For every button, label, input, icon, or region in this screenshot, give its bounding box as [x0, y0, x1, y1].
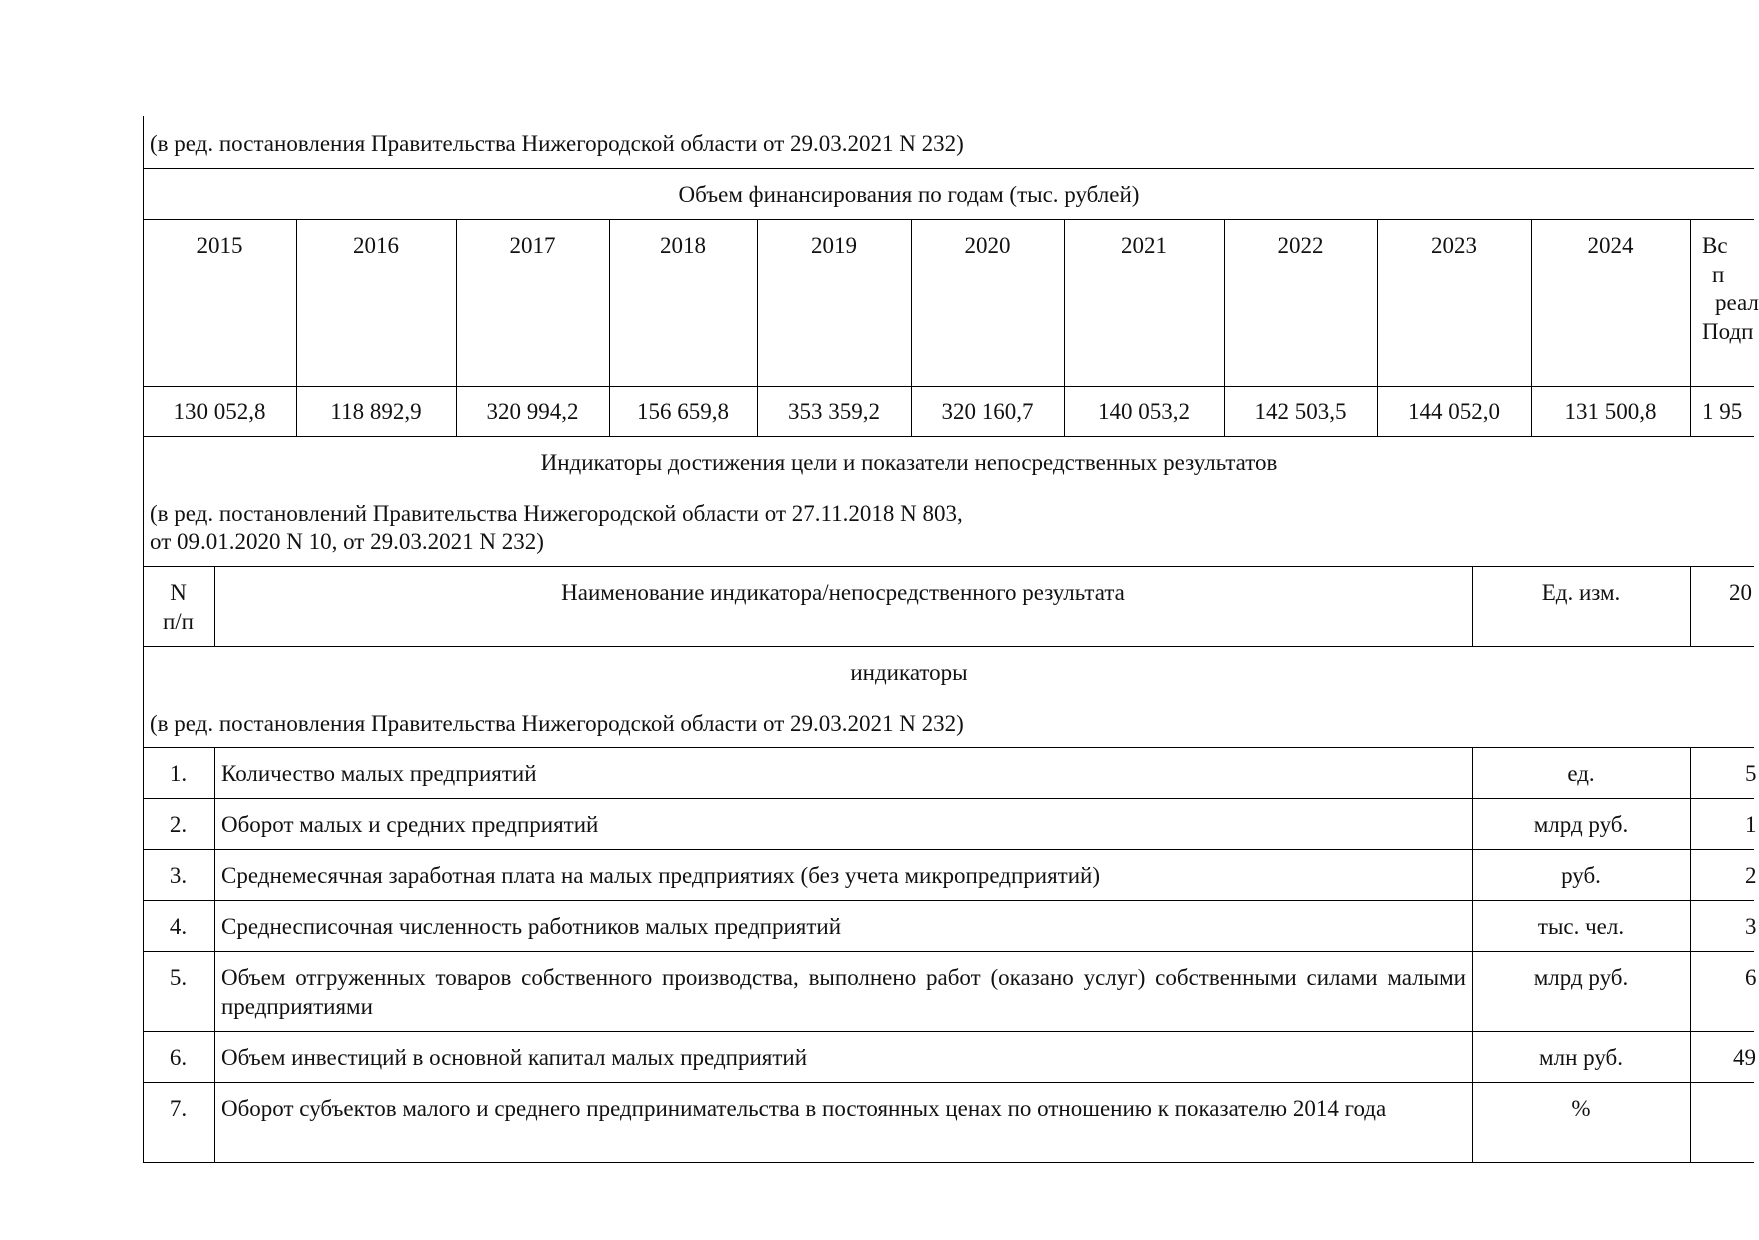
funding-value: 140 053,2: [1098, 399, 1190, 424]
num-header: п/п: [162, 609, 194, 634]
row-number: 2.: [169, 812, 188, 837]
year-header: 2022: [1277, 233, 1324, 258]
funding-value: 156 659,8: [637, 399, 729, 424]
total-header-line: Подп: [1702, 319, 1754, 344]
rule: [143, 168, 1754, 169]
funding-total: 1 95: [1702, 399, 1743, 424]
funding-value: 353 359,2: [788, 399, 880, 424]
indicator-name: Оборот субъектов малого и среднего предпринимательства в постоянных ценах по отношению к показателю 2014 года: [221, 1096, 1387, 1121]
funding-value: 118 892,9: [330, 399, 422, 424]
rule: [143, 951, 1754, 952]
indicator-unit: руб.: [1561, 863, 1601, 888]
row-number: 3.: [169, 863, 188, 888]
year-header: 20: [1729, 580, 1752, 605]
indicator-name: Оборот малых и средних предприятий: [221, 812, 599, 837]
rule: [143, 798, 1754, 799]
year-header: 2019: [811, 233, 857, 258]
funding-value: 320 160,7: [941, 399, 1034, 424]
rule: [143, 1162, 1754, 1163]
amendment-note: от 09.01.2020 N 10, от 29.03.2021 N 232): [150, 529, 544, 554]
funding-value: 142 503,5: [1254, 399, 1347, 424]
funding-value: 131 500,8: [1564, 399, 1657, 424]
section-label: индикаторы: [850, 660, 968, 685]
rule: [143, 436, 1754, 437]
amendment-note: (в ред. постановления Правительства Нижегородской области от 29.03.2021 N 232): [150, 131, 964, 156]
indicator-unit: тыс. чел.: [1537, 914, 1625, 939]
indicator-value: 49: [1733, 1045, 1756, 1070]
name-header: Наименование индикатора/непосредственного результата: [561, 580, 1125, 605]
rule: [143, 747, 1754, 748]
total-header-line: Вс: [1702, 233, 1728, 258]
indicator-unit: млрд руб.: [1533, 812, 1629, 837]
funding-header: Объем финансирования по годам (тыс. рублей): [678, 182, 1140, 207]
indicator-value: 5: [1745, 761, 1757, 786]
total-header-line: реал: [1715, 290, 1759, 315]
rule: [143, 646, 1754, 647]
col-divider: [1690, 747, 1691, 1162]
row-number: 7.: [169, 1096, 188, 1121]
year-header: 2020: [964, 233, 1011, 258]
funding-value: 320 994,2: [486, 399, 579, 424]
rule: [143, 219, 1754, 220]
funding-value: 144 052,0: [1408, 399, 1500, 424]
indicator-unit: ед.: [1567, 761, 1595, 786]
row-number: 6.: [169, 1045, 188, 1070]
col-divider: [1690, 566, 1691, 646]
year-header: 2023: [1431, 233, 1477, 258]
amendment-note: (в ред. постановлений Правительства Нижегородской области от 27.11.2018 N 803,: [150, 501, 963, 526]
indicator-name: Объем инвестиций в основной капитал малых предприятий: [221, 1045, 808, 1070]
indicator-unit: млн руб.: [1539, 1045, 1623, 1070]
col-divider: [1690, 219, 1691, 436]
indicators-title: Индикаторы достижения цели и показатели непосредственных результатов: [540, 450, 1278, 475]
year-header: 2015: [196, 233, 243, 258]
col-divider: [214, 747, 215, 1162]
indicator-name: Среднесписочная численность работников малых предприятий: [221, 914, 842, 939]
amendment-note: (в ред. постановления Правительства Нижегородской области от 29.03.2021 N 232): [150, 711, 964, 736]
rule: [143, 900, 1754, 901]
year-header: 2017: [509, 233, 556, 258]
row-number: 5.: [169, 965, 188, 990]
year-header: 2024: [1587, 233, 1634, 258]
funding-value: 130 052,8: [173, 399, 266, 424]
indicator-name: Количество малых предприятий: [221, 761, 537, 786]
year-header: 2021: [1121, 233, 1167, 258]
indicator-unit: млрд руб.: [1533, 965, 1629, 990]
rule: [143, 1082, 1754, 1083]
rule: [143, 1031, 1754, 1032]
indicator-value: 3: [1745, 914, 1757, 939]
total-header-line: п: [1712, 262, 1725, 287]
row-number: 4.: [169, 914, 188, 939]
indicator-value: 2: [1745, 863, 1757, 888]
year-header: 2016: [353, 233, 399, 258]
indicator-value: 6: [1745, 965, 1757, 990]
num-header: N: [170, 580, 187, 605]
indicator-name: Среднемесячная заработная плата на малых предприятиях (без учета микропредприятий): [221, 863, 1100, 888]
rule: [143, 849, 1754, 850]
row-number: 1.: [169, 761, 188, 786]
indicator-value: 1: [1745, 812, 1757, 837]
rule: [143, 386, 1754, 387]
rule: [143, 566, 1754, 567]
table-left-border: [143, 116, 144, 1163]
indicator-name: Объем отгруженных товаров собственного производства, выполнено работ (оказано услуг) собственными силами малыми предприятиями: [221, 965, 1466, 1019]
indicator-unit: %: [1571, 1096, 1591, 1121]
unit-header: Ед. изм.: [1541, 580, 1621, 605]
year-header: 2018: [660, 233, 706, 258]
